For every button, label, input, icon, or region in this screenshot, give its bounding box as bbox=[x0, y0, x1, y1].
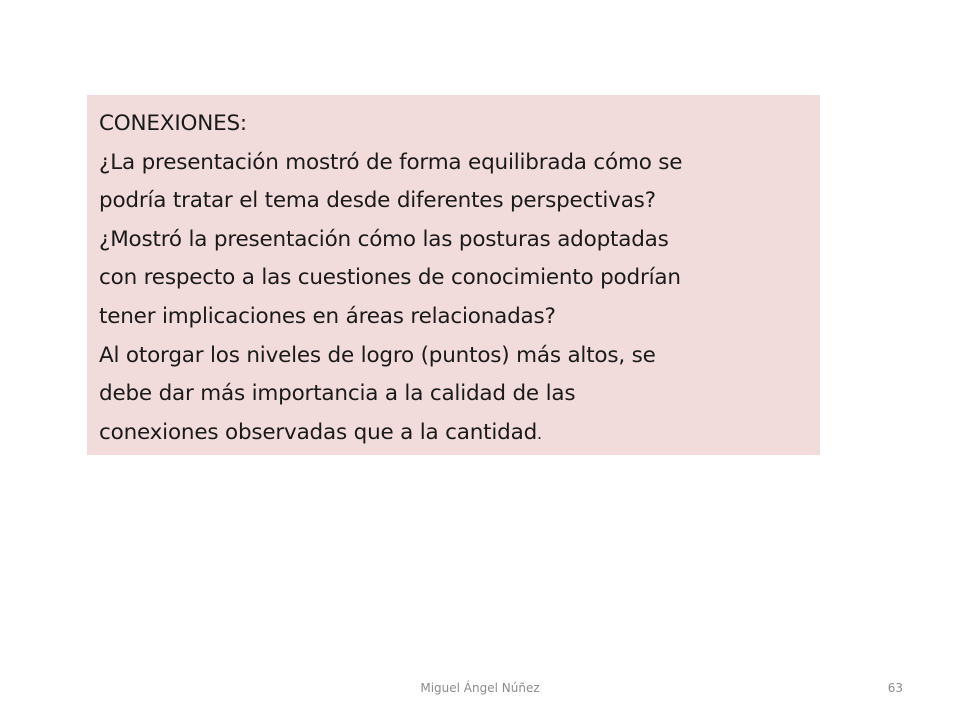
heading-line: CONEXIONES: bbox=[99, 111, 247, 136]
text-line: Al otorgar los niveles de logro (puntos) más altos, se bbox=[99, 342, 656, 368]
text-line: ¿Mostró la presentación cómo las posturas adoptadas bbox=[99, 226, 669, 252]
final-period: . bbox=[537, 423, 542, 443]
text-line: ¿La presentación mostró de forma equilibrada cómo se bbox=[99, 149, 683, 175]
connections-text-box bbox=[87, 95, 820, 455]
footer-author: Miguel Ángel Núñez bbox=[420, 681, 540, 695]
text-line: tener implicaciones en áreas relacionadas? bbox=[99, 303, 556, 329]
text-line: debe dar más importancia a la calidad de las bbox=[99, 381, 576, 407]
text-line-last-content: conexiones observadas que a la cantidad bbox=[99, 419, 538, 445]
text-line: con respecto a las cuestiones de conocimiento podrían bbox=[99, 265, 681, 291]
text-line-last bbox=[99, 414, 808, 454]
text-line: podría tratar el tema desde diferentes perspectivas? bbox=[99, 188, 656, 214]
page-number: 63 bbox=[887, 681, 903, 695]
